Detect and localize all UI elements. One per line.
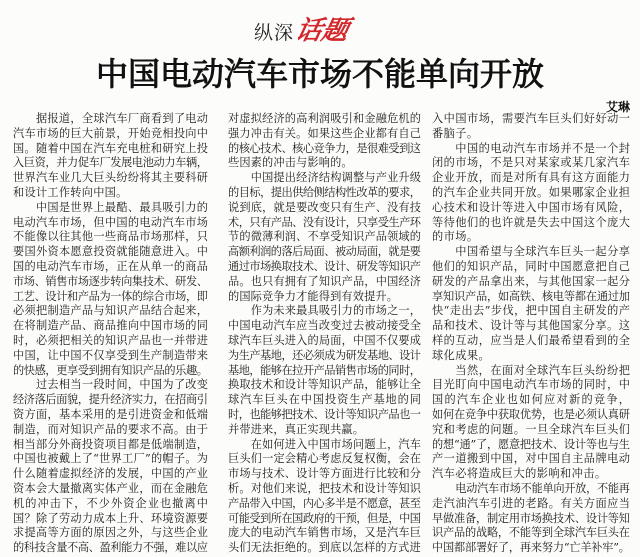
text-line: 作为未来最具吸引力的市场之一， [250,304,422,318]
text-line: 说到底，就是要改变只有生产、没有技 [228,200,422,214]
text-line: 闭的市场，不是只对某家或某几家汽车 [432,156,631,170]
text-line: 据报道，全球汽车厂商看到了电动 [35,112,209,125]
text-line: 球汽车巨头进入的局面，中国不仅要成 [228,333,422,347]
text-line: 产品带入中国，内心多半是不愿意，甚至 [228,496,421,510]
text-line: 巨头们一定会精心考虑反复权衡，会在 [228,452,422,466]
text-line: 走汽油汽车引进的老路。有关方面应当 [432,496,631,510]
text-line: 享知识产品，如高铁、核电等都在通过加 [432,289,630,303]
text-line: 的快感，更享受到拥有知识产品的乐趣。 [13,363,208,377]
section-kicker [254,12,352,50]
text-line: 中国都部署好了，再来努力“亡羊补牢”。 [432,541,630,555]
text-line: 什么随着虚拟经济的发展，中国的产业 [13,467,209,481]
text-line: 过去相当一段时间，中国为了改变 [35,378,209,392]
text-line: 样的互动，应当是人们最希望看到的全 [432,333,631,347]
text-line: 的汽车企业共同开放。如果哪家企业担 [432,185,631,199]
article-paragraph [432,142,630,246]
author-byline: 艾琳 [605,100,630,114]
text-line: 基地，能够在拉开产品销售市场的同时， [228,363,421,377]
text-line: 识产品的战略，不能等到全球汽车巨头在 [432,526,630,540]
kicker-highlight: 话题 [292,16,352,46]
text-line: 节的微薄利润、不享受知识产品领域的 [228,230,422,244]
text-line: 中国的电动汽车市场并不是一个封 [455,141,631,155]
article-paragraph [432,112,630,142]
article-title: 中国电动汽车市场不能单向开放 [95,55,544,93]
text-line: 的想“通”了，愿意把技术、设计等也与生 [432,437,630,451]
text-line: 国的汽车企业也如何应对新的竞争， [432,393,632,407]
text-line: 快“走出去”步伐，把中国自主研发的产 [432,304,631,318]
text-line: 汽车必将造成巨大的影响和冲击。 [432,467,607,481]
text-line: 通过市场换取技术、设计、研发等知识产 [228,259,421,273]
text-line: 电动汽车市场不能单向开放，不能再 [455,481,630,495]
text-line: 球化成果。 [432,348,491,362]
text-line: 的目标，提出供给侧结构性改革的要求， [228,185,421,199]
article-paragraph [228,438,421,556]
article-paragraph [13,378,208,556]
text-line: 的核心技术、核心竞争力，是很难受到这 [228,141,421,155]
text-line: 时，也能够把技术、设计等知识产品也一 [228,407,421,421]
text-line: 工艺、设计和产品为一体的综合市场，即 [13,289,208,303]
text-line: 中国也被戴上了“世界工厂”的帽子。为 [13,452,209,466]
article-column-1 [13,112,208,556]
text-line: 等待他们的也许就是失去中国这个庞大 [432,215,631,229]
text-line: 世界汽车业几大巨头纷纷将其主要科研 [13,171,209,185]
text-line: 相当部分外商投资项目都是低端制造， [13,437,209,451]
text-line: 国的电动汽车市场，正在从单一的商品 [13,259,209,273]
text-line: 中国希望与全球汽车巨头一起分享 [455,245,631,259]
text-line: 可能受到所在国政府的干预，但是，中国 [228,511,421,525]
text-line: 术，只有产品、没有设计，只享受生产环 [228,215,421,229]
article-column-2 [228,112,421,556]
article-paragraph [228,304,421,437]
text-line: 和设计工作转向中国。 [13,185,128,199]
text-line: 市场与技术、设计等方面进行比较和分 [228,467,422,481]
text-line: 制造，而对知识产品的要求不高。由于 [13,422,209,436]
text-line: 经济落后面貌，提升经济实力，在招商引 [13,393,208,407]
article-paragraph [228,112,421,171]
text-line: 时，必须把相关的知识产品也一并带进 [13,333,209,347]
article-paragraph [13,201,208,379]
text-line: 如何在竞争中获取优势，也是必须认真研 [432,407,630,421]
text-line: 头们无法拒绝的。到底以怎样的方式进 [228,541,421,555]
text-line: 的市场。 [432,230,479,244]
text-line: 他们的知识产品，同时中国愿意把自己 [432,259,631,273]
text-line: 国？除了劳动力成本上升、环境资源要 [13,511,209,525]
text-line: 在如何进入中国市场问题上，汽车 [250,437,422,451]
text-line: 求提高等方面的原因之外，与这些企业 [13,526,209,540]
text-line: 中国，让中国不仅享受到生产制造带来 [13,348,209,362]
text-line: 产一道搬到中国，对中国自主品牌电动 [432,452,631,466]
text-line: 电动汽车市场，但中国的电动汽车市场 [13,215,209,229]
text-line: 目光盯向中国电动汽车市场的同时，中 [432,378,631,392]
article-paragraph [432,482,630,556]
text-line: 品。也只有拥有了知识产品，中国经济 [228,274,422,288]
text-line: 汽车市场的巨大前景，开始竞相投向中 [13,126,209,140]
article-paragraph [432,245,630,363]
text-line: 些因素的冲击与影响的。 [228,156,353,170]
article-paragraph [432,364,630,482]
text-line: 必须把制造产品与知识产品结合起来， [13,304,209,318]
text-line: 早做准备，制定用市场换技术、设计等知 [432,511,630,525]
article-column-3 [432,112,630,556]
text-line: 析。对他们来说，把技术和设计等知识 [228,481,422,495]
text-line: 中国电动汽车应当改变过去被动接受全 [228,319,422,333]
text-line: 国。随着中国在汽车充电桩和研究上投 [13,141,209,155]
text-line: 为生产基地，还必须成为研发基地、设计 [228,348,421,362]
text-line: 企业开放，而是对所有具有这方面能力 [432,171,631,185]
text-line: 庞大的电动汽车销售市场，又是汽车巨 [228,526,422,540]
article-paragraph [13,112,208,201]
kicker-label: 纵深 [254,22,295,44]
text-line: 球汽车巨头在中国投资生产基地的同 [228,393,422,407]
text-line: 心技术和设计等进入中国市场有风险， [432,200,631,214]
text-line: 中国是世界上最酷、最具吸引力的 [35,200,209,214]
text-line: 的国际竞争力才能得到有效提升。 [228,289,399,303]
text-line: 资本会大量撤离实体产业，而在金融危 [13,481,209,495]
text-line: 要国外资本愿意投资就能随意进入。中 [13,245,209,259]
text-line: 当然，在面对全球汽车巨头纷纷把 [455,363,631,377]
text-line: 究和考虑的问题。一旦全球汽车巨头们 [432,422,631,436]
text-line: 番脑子。 [432,126,479,140]
text-line: 入巨资，并力促车厂发展电池动力车辆， [13,156,208,170]
article-paragraph [228,171,421,304]
text-line: 中国提出经济结构调整与产业升级 [250,171,422,185]
text-line: 机的冲击下，不少外资企业也撤离中 [13,496,210,510]
text-line: 不能像以往其他一些商品市场那样，只 [13,230,209,244]
text-line: 研发的产品拿出来，与其他国家一起分 [432,274,631,288]
text-line: 强力冲击有关。如果这些企业都有自己 [228,126,422,140]
text-line: 高额利润的落后局面、被动局面，就是要 [228,245,421,259]
text-line: 在将制造产品、商品推向中国市场的同 [13,319,209,333]
text-line: 换取技术和设计等知识产品，能够让全 [228,378,422,392]
text-line: 并带进来，真正实现共赢。 [228,422,365,436]
text-line: 品和技术、设计等与其他国家分享。这 [432,319,631,333]
text-line: 的科技含量不高、盈利能力不强，难以应 [13,541,208,555]
text-line: 对虚拟经济的高利润吸引和金融危机的 [228,112,422,125]
text-line: 入中国市场，需要汽车巨头们好好动一 [432,112,631,125]
text-line: 市场、销售市场逐步转向集技术、研发、 [13,274,208,288]
text-line: 资方面，基本采用的是引进资金和低端 [13,407,209,421]
